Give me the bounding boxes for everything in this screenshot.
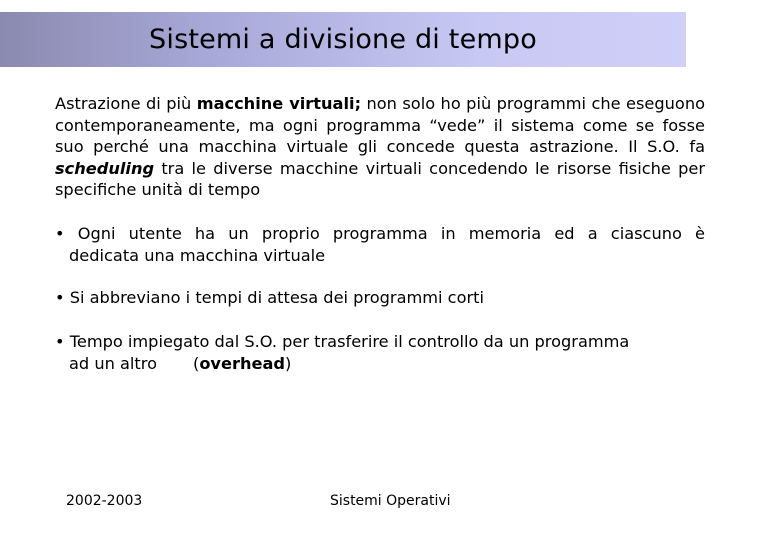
- intro-part1: Astrazione di più: [55, 94, 197, 113]
- intro-scheduling-term: scheduling: [55, 158, 155, 178]
- overhead-term: overhead: [199, 353, 285, 373]
- bullet-item-2: [55, 287, 705, 309]
- bullet-3-line2-text: ad un altro: [69, 353, 157, 373]
- bullet-3-line2: [55, 353, 705, 375]
- intro-paragraph: [55, 93, 705, 201]
- paren-open: (: [192, 353, 200, 373]
- bullet-1-line2: dedicata una macchina virtuale: [69, 245, 326, 265]
- bullet-1-text: Ogni utente ha un proprio programma in memoria ed a ciascuno è: [77, 224, 705, 243]
- intro-part2: non solo ho più programmi che eseguono contemporaneamente, ma ogni programma “vede” il sistema come se fosse suo perché una macchina virtuale gli concede questa astrazione. Il S.O. fa: [55, 94, 705, 156]
- bullet-item-1: [55, 223, 705, 266]
- bullet-symbol: •: [55, 288, 65, 307]
- intro-part3: tra le diverse macchine virtuali concedendo le risorse fisiche per specifiche unità di tempo: [55, 158, 705, 199]
- bullet-symbol: •: [55, 224, 65, 243]
- bullet-3-line1: Tempo impiegato dal S.O. per trasferire il controllo da un programma: [69, 332, 630, 351]
- slide-title: Sistemi a divisione di tempo: [149, 24, 537, 55]
- bullet-symbol: •: [55, 332, 65, 351]
- intro-text: [55, 93, 705, 201]
- bullet-2-text: Si abbreviano i tempi di attesa dei programmi corti: [69, 288, 484, 307]
- intro-bold-term: macchine virtuali;: [196, 94, 362, 113]
- paren-close: ): [284, 353, 292, 373]
- bullet-item-3: [55, 331, 705, 374]
- footer-course: Sistemi Operativi: [330, 493, 451, 509]
- footer-year: 2002-2003: [66, 493, 143, 509]
- bullet-1-line1: [55, 223, 705, 245]
